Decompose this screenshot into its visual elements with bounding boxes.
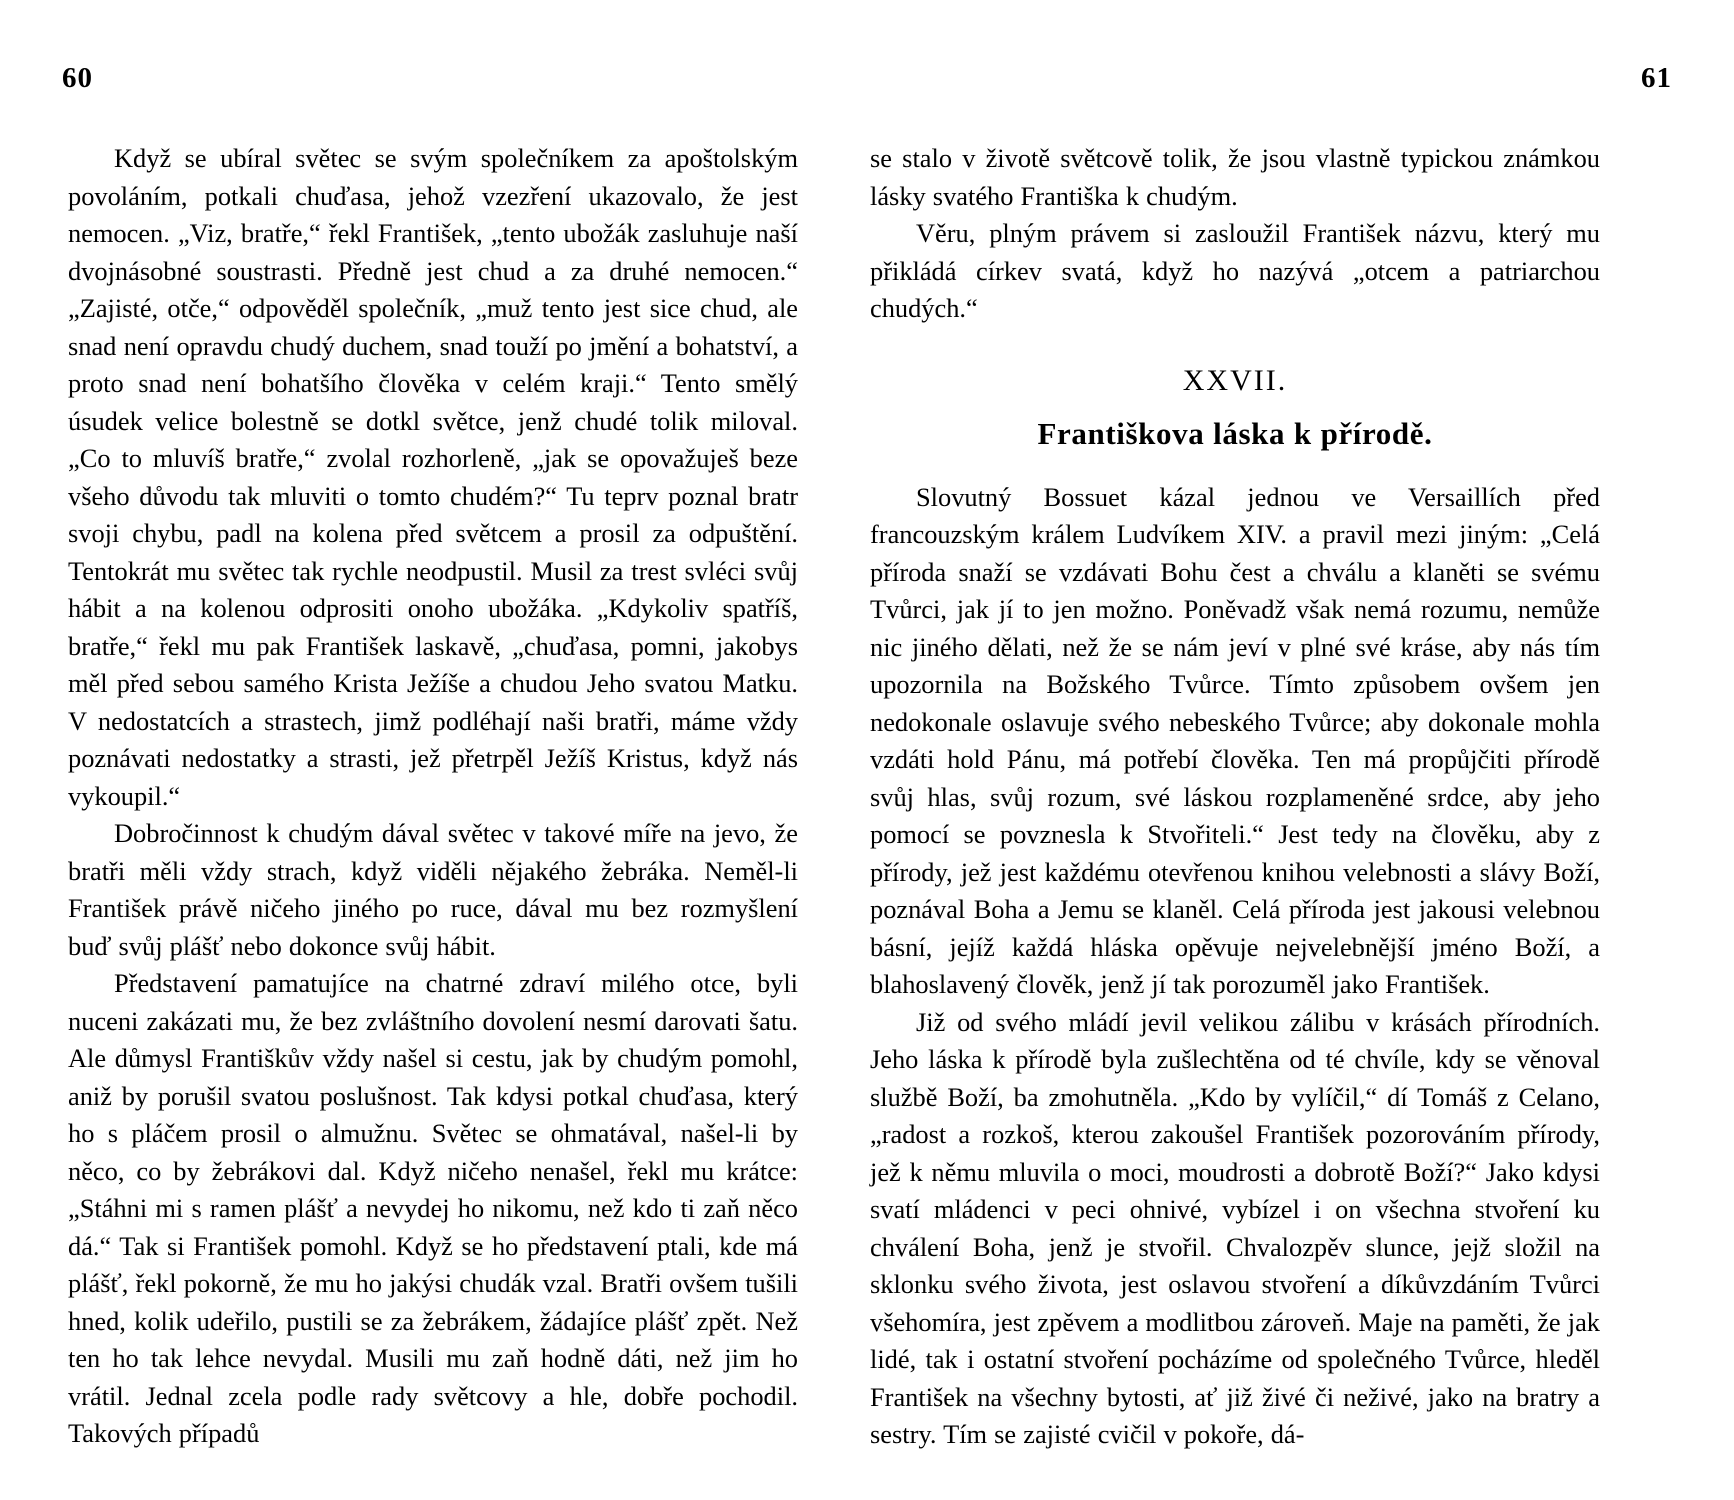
page-columns bbox=[68, 140, 1666, 1490]
paragraph: Již od svého mládí jevil velikou zálibu v krásách přírodních. Jeho láska k přírodě byla zušlechtěna od té chvíle, kdy se věnoval službě Boží, ba zmohutněla. „Kdo by vylíčil,“ dí Tomáš z Celano, „radost a rozkoš, kterou zakoušel František pozorováním přírody, jež k němu mluvila o moci, moudrosti a dobrotě Boží?“ Jako kdysi svatí mládenci v peci ohnivé, vybízel i on všechna stvoření ku chválení Boha, jenž je stvořil. Chvalozpěv slunce, jejž složil na sklonku svého života, jest oslavou stvoření a díkůvzdáním Tvůrci všehomíra, jest zpěvem a modlitbou zároveň. Maje na paměti, že jak lidé, tak i ostatní stvoření pocházíme od společného Tvůrce, hleděl František na všechny bytosti, ať již živé či neživé, jako na bratry a sestry. Tím se zajisté cvičil v pokoře, dá- bbox=[870, 1006, 1600, 1449]
paragraph: Když se ubíral světec se svým společníkem za apoštolským povoláním, potkali chuďasa, jehož vzezření ukazovalo, že jest nemocen. „Viz, bratře,“ řekl František, „tento ubožák zasluhuje naší dvojnásobné soustrasti. Předně jest chud a za druhé nemocen.“ „Zajisté, otče,“ odpověděl společník, „muž tento jest sice chud, ale snad není opravdu chudý duchem, snad touží po jmění a bohatství, a proto snad není bohatšího člověka v celém kraji.“ Tento smělý úsudek velice bolestně se dotkl světce, jenž chudé tolik miloval. „Co to mluvíš bratře,“ zvolal rozhorleně, „jak se opovažuješ beze všeho důvodu tak mluviti o tomto chudém?“ Tu teprv poznal bratr svoji chybu, padl na kolena před světcem a prosil za odpuštění. Tentokrát mu světec tak rychle neodpustil. Musil za trest svléci svůj hábit a na kolenou odprositi onoho ubožáka. „Kdykoliv spatříš, bratře,“ řekl mu pak František laskavě, „chuďasa, pomni, jakobys měl před sebou samého Krista Ježíše a chudou Jeho svatou Matku. V nedostatcích a strastech, jimž podléhají naši bratři, máme vždy poznávati nedostatky a strasti, jež přetrpěl Ježíš Kristus, když nás vykoupil.“ bbox=[68, 143, 798, 811]
chapter-number: XXVII. bbox=[1182, 363, 1288, 397]
right-column bbox=[870, 140, 1600, 1490]
page-number-right: 61 bbox=[1641, 62, 1672, 94]
page-header bbox=[62, 62, 1672, 102]
chapter-title: Františkova láska k přírodě. bbox=[1037, 416, 1433, 451]
paragraph: Slovutný Bossuet kázal jednou ve Versaillích před francouzským králem Ludvíkem XIV. a pravil mezi jiným: „Celá příroda snaží se vzdávati Bohu čest a chválu a klaněti se svému Tvůrci, jak jí to jen možno. Poněvadž však nemá rozumu, nemůže nic jiného dělati, než že se nám jeví v plné své kráse, aby nás tím upozornila na Božského Tvůrce. Tímto způsobem ovšem jen nedokonale oslavuje svého nebeského Tvůrce; aby dokonale mohla vzdáti hold Pánu, má potřebí člověka. Ten má propůjčiti přírodě svůj hlas, svůj rozum, své láskou rozplameněné srdce, aby jeho pomocí se povznesla k Stvořiteli.“ Jest tedy na člověku, aby z přírody, jež jest každému otevřenou knihou velebnosti a slávy Boží, poznával Boha a Jemu se klaněl. Celá příroda jest jakousi velebnou básní, jejíž každá hláska opěvuje nejvelebnější jméno Boží, a blahoslavený člověk, jenž jí tak porozuměl jako František. bbox=[870, 481, 1600, 999]
page-number-left: 60 bbox=[62, 62, 93, 94]
paragraph: Představení pamatujíce na chatrné zdraví milého otce, byli nuceni zakázati mu, že bez zvláštního dovolení nesmí darovati šatu. Ale důmysl Františkův vždy našel si cestu, jak by chudým pomohl, aniž by porušil svatou poslušnost. Tak kdysi potkal chuďasa, který ho s pláčem prosil o almužnu. Světec se ohmatával, našel-li by něco, co by žebrákovi dal. Když ničeho nenašel, řekl mu krátce: „Stáhni mi s ramen plášť a nevydej ho nikomu, než kdo ti zaň něco dá.“ Tak si František pomohl. Když se ho představení ptali, kde má plášť, řekl pokorně, že mu ho jakýsi chudák vzal. Bratři ovšem tušili hned, kolik udeřilo, pustili se za žebrákem, žádajíce plášť zpět. Než ten ho tak lehce nevydal. Musili mu zaň hodně dáti, než jim ho vrátil. Jednal zcela podle rady světcovy a hle, dobře pochodil. Takových případů bbox=[68, 968, 798, 1448]
paragraph: Věru, plným právem si zasloužil František názvu, který mu přikládá církev svatá, když ho nazývá „otcem a patriarchou chudých.“ bbox=[870, 218, 1600, 323]
paragraph: Dobročinnost k chudým dával světec v takové míře na jevo, že bratři měli vždy strach, když viděli nějakého žebráka. Neměl-li František právě ničeho jiného po ruce, dával mu bez rozmyšlení buď svůj plášť nebo dokonce svůj hábit. bbox=[68, 818, 798, 961]
paragraph-continued: se stalo v životě světcově tolik, že jsou vlastně typickou známkou lásky svatého Františka k chudým. bbox=[870, 143, 1600, 211]
left-column bbox=[68, 140, 798, 1490]
